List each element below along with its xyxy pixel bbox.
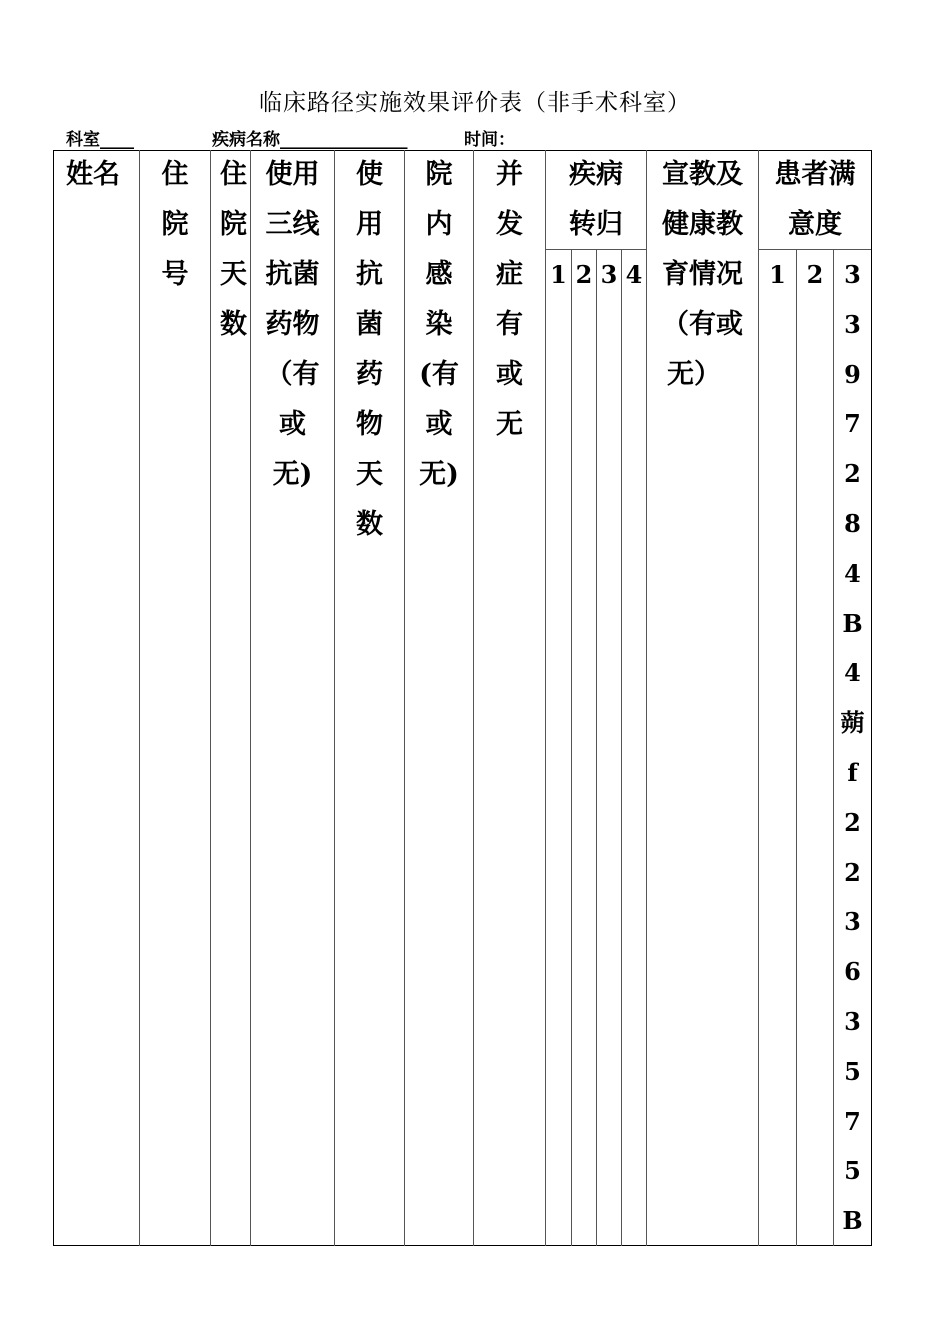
outcome-col-2: 2 <box>575 260 593 289</box>
col-sep <box>796 250 797 1246</box>
col-sep <box>621 250 622 1246</box>
header-health-education: 宣教及 健康教 育情况 （有或 无） <box>662 159 743 390</box>
department-field: 科室____ <box>66 130 134 150</box>
header-stay-days: 住 院 天 数 <box>220 159 247 340</box>
outcome-col-4: 4 <box>625 260 643 289</box>
satisfaction-col-2: 2 <box>806 260 824 289</box>
header-complications: 并 发 症 有 或 无 <box>496 159 523 440</box>
header-disease-outcome: 疾病 转归 <box>569 159 623 240</box>
col-sep <box>545 150 546 1246</box>
header-nosocomial-infection: 院 内 感 染 (有 或 无) <box>419 159 459 490</box>
header-patient-satisfaction: 患者满 意度 <box>774 159 856 240</box>
satisfaction-col-3: 3 3 9 7 2 8 4 B 4 蒴 f 2 2 3 6 3 5 7 5 B <box>840 260 865 1236</box>
col-sep <box>758 150 759 1246</box>
outcome-col-1: 1 <box>550 260 567 289</box>
form-title: 临床路径实施效果评价表（非手术科室） <box>259 90 691 116</box>
header-admission-no: 住 院 号 <box>161 159 189 290</box>
col-sep <box>139 150 140 1246</box>
outcome-col-3: 3 <box>600 260 618 289</box>
table-left-border <box>53 150 54 1246</box>
table-bottom-border <box>53 1245 872 1246</box>
col-sep <box>571 250 572 1246</box>
header-antibiotic-days: 使 用 抗 菌 药 物 天 数 <box>356 159 383 540</box>
table-right-border <box>871 150 872 1246</box>
header-third-line-antibiotics: 使用 三线 抗菌 药物 （有 或 无) <box>265 159 320 490</box>
time-field: 时间： <box>464 130 515 150</box>
satisfaction-col-1: 1 <box>769 260 786 289</box>
col-sep <box>596 250 597 1246</box>
disease-name-field: 疾病名称_______________ <box>212 130 408 150</box>
header-name: 姓名 <box>66 159 120 190</box>
